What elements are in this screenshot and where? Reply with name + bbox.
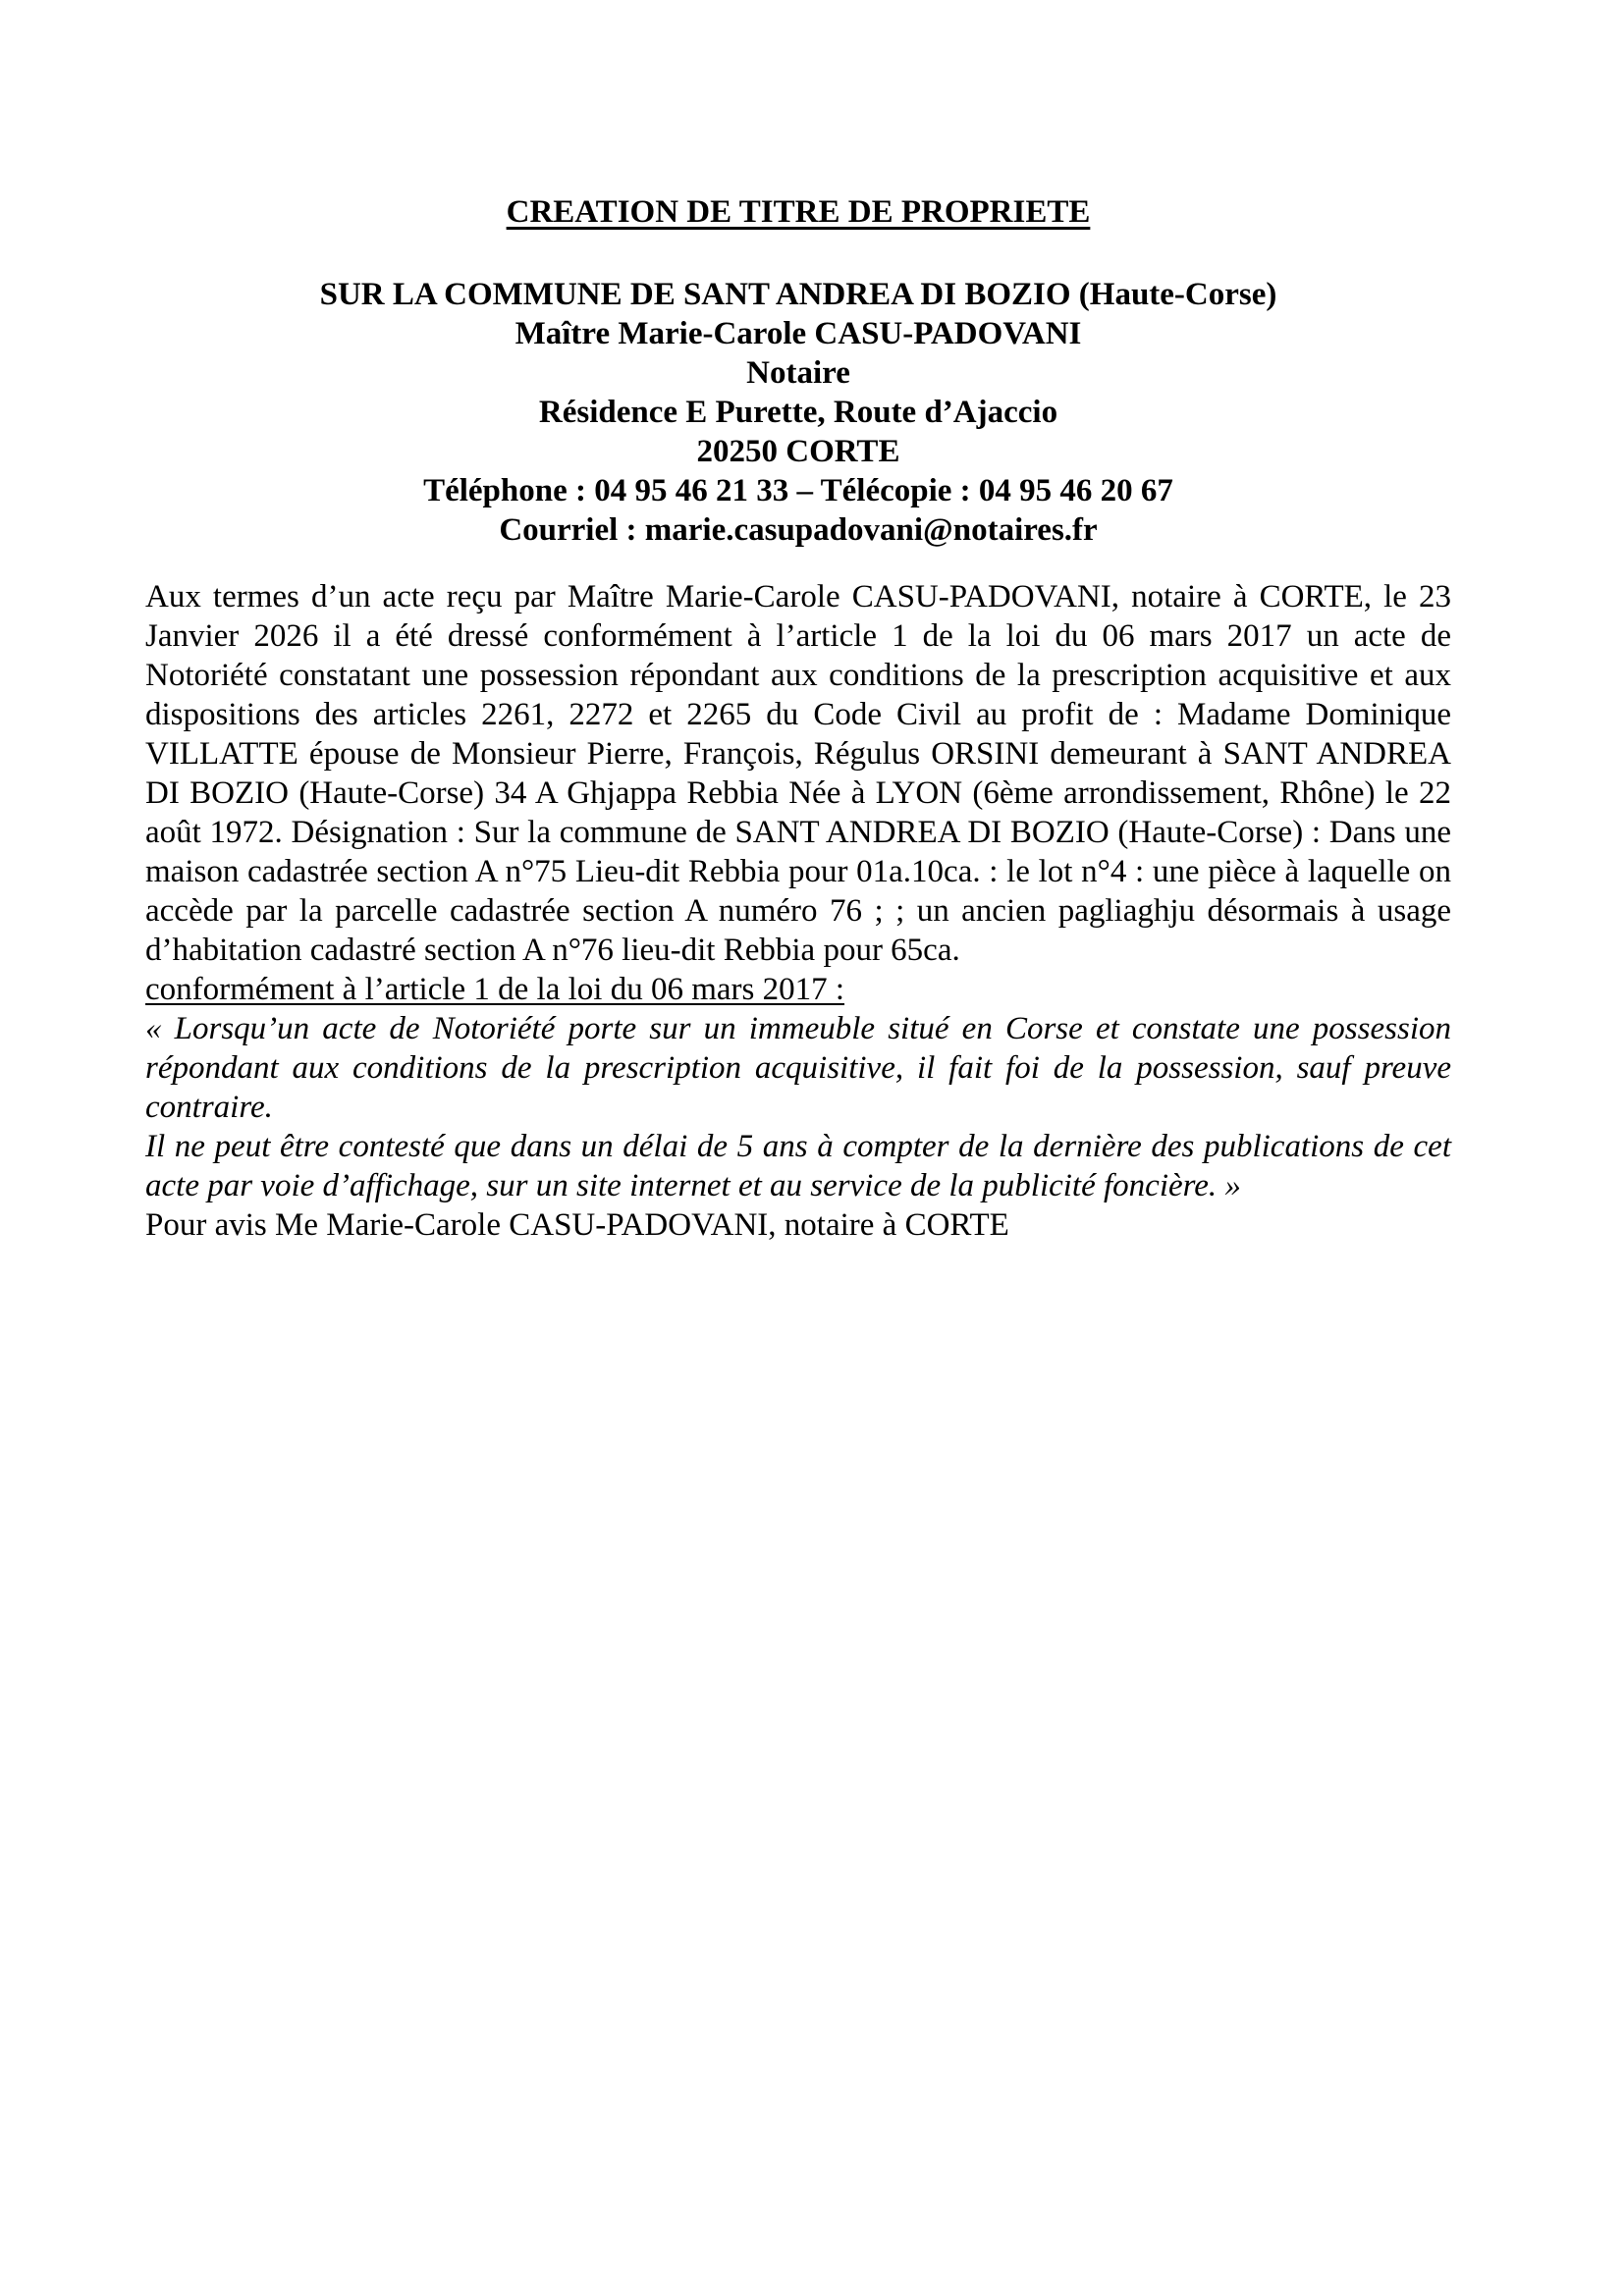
notary-address-line2: 20250 CORTE	[696, 434, 900, 469]
notary-title: Notaire	[746, 355, 850, 391]
quote-paragraph-2: Il ne peut être contesté que dans un délai de 5 ans à compter de la dernière des publications de cet acte par voie d’affichage, sur un site internet et au service de la publicité foncière. »	[145, 1129, 1451, 1203]
quote-paragraph-1: « Lorsqu’un acte de Notoriété porte sur un immeuble situé en Corse et constate une possession répondant aux conditions de la prescription acquisitive, il fait foi de la possession, sauf preuve contraire.	[145, 1011, 1451, 1125]
reference-line-text: conformément à l’article 1 de la loi du 06 mars 2017 :	[145, 972, 845, 1007]
document-title-text: CREATION DE TITRE DE PROPRIETE	[506, 194, 1091, 230]
notary-header	[145, 275, 1451, 550]
document-title	[145, 192, 1451, 232]
document-body	[145, 577, 1451, 1245]
commune-line: SUR LA COMMUNE DE SANT ANDREA DI BOZIO (Haute-Corse)	[319, 277, 1277, 312]
reference-line	[145, 970, 1451, 1009]
notary-name: Maître Marie-Carole CASU-PADOVANI	[514, 316, 1082, 351]
notary-email-line: Courriel : marie.casupadovani@notaires.fr	[499, 512, 1098, 548]
notice-paragraph: Aux termes d’un acte reçu par Maître Marie-Carole CASU-PADOVANI, notaire à CORTE, le 23 Janvier 2026 il a été dressé conformément à l’article 1 de la loi du 06 mars 2017 un acte de Notoriété constatant une possession répondant aux conditions de la prescription acquisitive et aux dispositions des articles 2261, 2272 et 2265 du Code Civil au profit de : Madame Dominique VILLATTE épouse de Monsieur Pierre, François, Régulus ORSINI demeurant à SANT ANDREA DI BOZIO (Haute-Corse) 34 A Ghjappa Rebbia Née à LYON (6ème arrondissement, Rhône) le 22 août 1972. Désignation : Sur la commune de SANT ANDREA DI BOZIO (Haute-Corse) : Dans une maison cadastrée section A n°75 Lieu-dit Rebbia pour 01a.10ca. : le lot n°4 : une pièce à laquelle on accède par la parcelle cadastrée section A numéro 76 ; ; un ancien pagliaghju désormais à usage d’habitation cadastré section A n°76 lieu-dit Rebbia pour 65ca.	[145, 579, 1451, 968]
notary-address-line1: Résidence E Purette, Route d’Ajaccio	[538, 395, 1058, 430]
signature-line: Pour avis Me Marie-Carole CASU-PADOVANI, notaire à CORTE	[145, 1207, 1009, 1243]
notary-phone-line: Téléphone : 04 95 46 21 33 – Télécopie : 04 95 46 20 67	[423, 473, 1173, 508]
